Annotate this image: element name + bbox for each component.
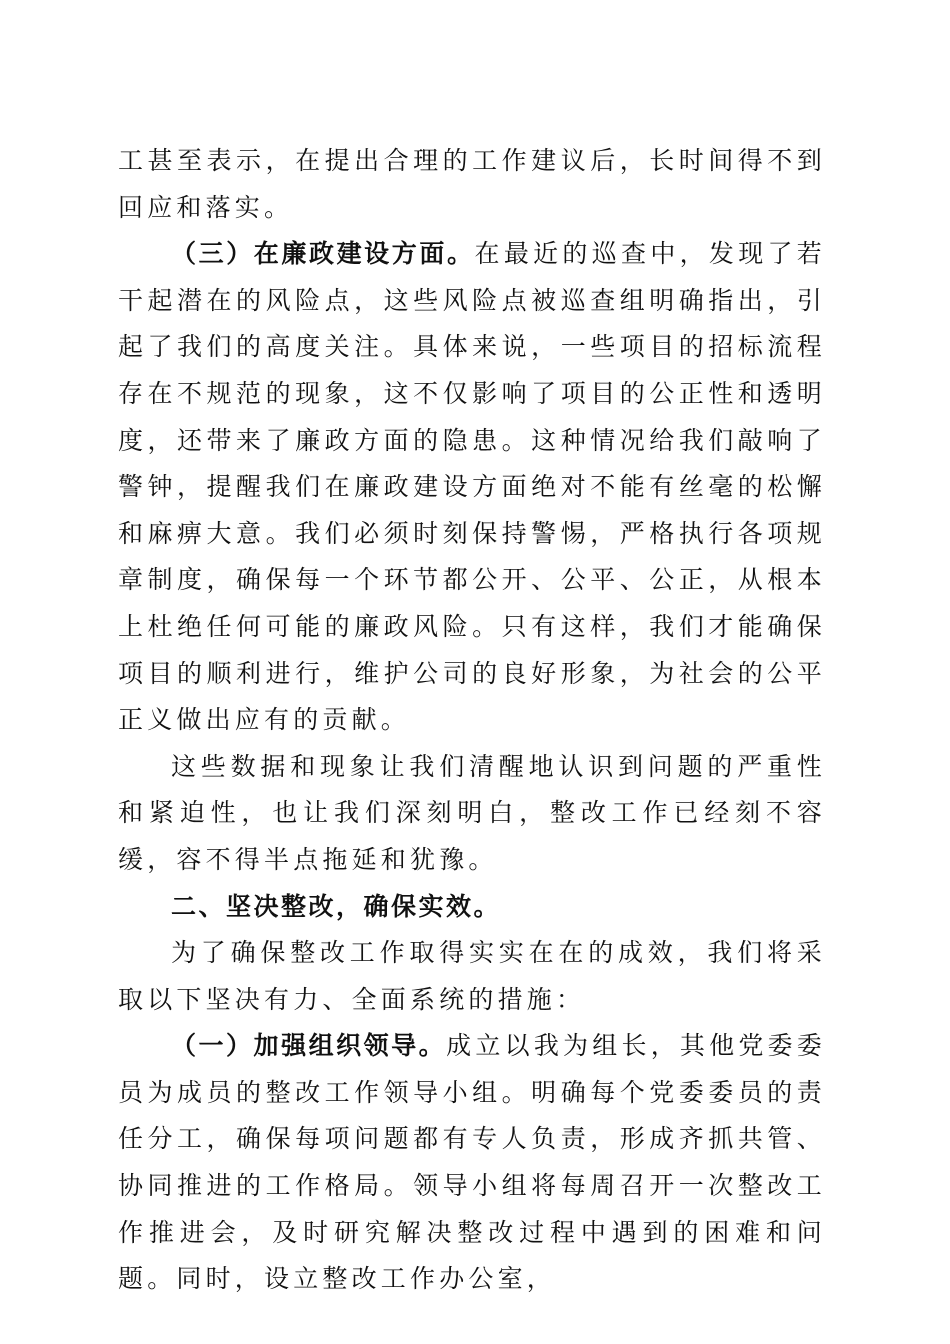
paragraph-body: 在最近的巡查中，发现了若干起潜在的风险点，这些风险点被巡查组明确指出，引起了我们的高度关注。具体来说，一些项目的招标流程存在不规范的现象，这不仅影响了项目的公正性和透明度，还带来了廉政方面的隐患。这种情况给我们敲响了警钟，提醒我们在廉政建设方面绝对不能有丝毫的松懈和麻痹大意。我们必须时刻保持警惕，严格执行各项规章制度，确保每一个环节都公开、公平、公正，从根本上杜绝任何可能的廉政风险。只有这样，我们才能确保项目的顺利进行，维护公司的良好形象，为社会的公平正义做出应有的贡献。 <box>118 239 826 735</box>
paragraph-continuation: 工甚至表示，在提出合理的工作建议后，长时间得不到回应和落实。 <box>118 146 826 222</box>
paragraph-body: 成立以我为组长，其他党委委员为成员的整改工作领导小组。明确每个党委委员的责任分工，确保每项问题都有专人负责，形成齐抓共管、协同推进的工作格局。领导小组将每周召开一次整改工作推进会，及时研究解决整改过程中遇到的困难和问题。同时，设立整改工作办公室， <box>118 1031 826 1294</box>
document-page <box>118 138 826 1303</box>
paragraph-summary: 这些数据和现象让我们清醒地认识到问题的严重性和紧迫性，也让我们深刻明白，整改工作已经刻不容缓，容不得半点拖延和犹豫。 <box>118 751 826 874</box>
section-heading: 二、坚决整改，确保实效。 <box>171 891 502 921</box>
paragraph-organization-leadership <box>118 1023 826 1303</box>
paragraph-measures-intro: 为了确保整改工作取得实实在在的成效，我们将采取以下坚决有力、全面系统的措施： <box>118 938 826 1014</box>
paragraph-lead-heading: （三）在廉政建设方面。 <box>171 239 475 269</box>
paragraph-integrity-construction <box>118 231 826 744</box>
paragraph-lead-heading: （一）加强组织领导。 <box>171 1031 447 1061</box>
